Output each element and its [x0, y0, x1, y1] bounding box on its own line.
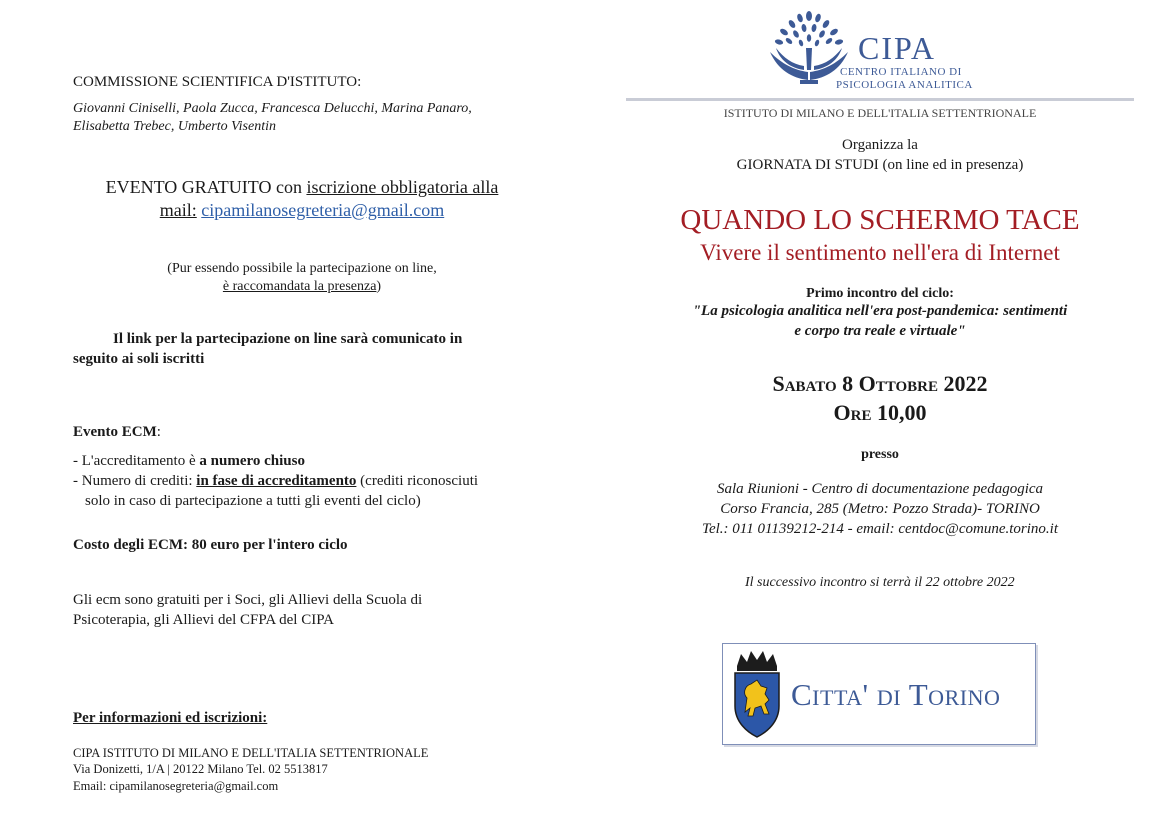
cycle-title: "La psicologia analitica nell'era post-pandemica: sentimenti e corpo tra reale e virtuale"	[692, 303, 1068, 339]
event-datetime	[626, 370, 1134, 427]
cipa-logo-subtitle: CENTRO ITALIANO DI PSICOLOGIA ANALITICA	[836, 66, 973, 91]
free-ecm-note: Gli ecm sono gratuiti per i Soci, gli Allievi della Scuola di Psicoterapia, gli Allievi del CFPA del CIPA	[73, 592, 423, 628]
header-divider	[626, 98, 1134, 101]
contact-email: Email: cipamilanosegreteria@gmail.com	[73, 778, 279, 793]
ecm-details: - L'accreditamento è a numero chiuso - Numero di crediti: in fase di accreditamento (crediti riconosciuti solo in caso di partecipazione a tutti gli eventi del ciclo)	[73, 452, 543, 511]
ecm-heading: Evento ECM:	[73, 424, 161, 440]
torino-logo-text: Citta' di Torino	[791, 677, 1001, 712]
event-title: QUANDO LO SCHERMO TACE	[680, 204, 1080, 236]
registration-email-link[interactable]: cipamilanosegreteria@gmail.com	[201, 199, 445, 220]
ecm-cost: Costo degli ECM: 80 euro per l'intero ciclo	[73, 537, 348, 553]
online-link-note: Il link per la partecipazione on line sarà comunicato in seguito ai soli iscritti	[73, 331, 463, 367]
torino-crest-icon	[731, 648, 783, 740]
citta-di-torino-logo	[722, 643, 1036, 745]
committee-members	[73, 100, 472, 137]
contact-info: CIPA ISTITUTO DI MILANO E DELL'ITALIA SETTENTRIONALE Via Donizetti, 1/A | 20122 Milano Tel. 02 5513817 Email: cipamilanosegreteria@gmail.com	[73, 746, 429, 793]
venue-details: Sala Riunioni - Centro di documentazione pedagogica Corso Francia, 285 (Metro: Pozzo Strada)- TORINO Tel.: 011 01139212-214 - email: centdoc@comune.torino.it	[702, 481, 1058, 537]
committee-members-line: Elisabetta Trebec, Umberto Visentin	[73, 119, 276, 135]
committee-members-line: Giovanni Ciniselli, Paola Zucca, Francesca Delucchi, Marina Panaro,	[73, 101, 472, 116]
presence-note: (Pur essendo possibile la partecipazione on line, è raccomandata la presenza)	[167, 261, 437, 295]
institute-name: ISTITUTO DI MILANO E DELL'ITALIA SETTENTRIONALE	[723, 106, 1037, 120]
cycle-intro: Primo incontro del ciclo:	[806, 286, 954, 301]
organizes-block: Organizza la GIORNATA DI STUDI (on line ed in presenza)	[736, 137, 1024, 173]
event-date: Sabato 8 Ottobre 2022	[772, 371, 988, 396]
ecm-item: - Numero di crediti: in fase di accreditamento (crediti riconosciuti	[73, 472, 479, 489]
ecm-item: - L'accreditamento è a numero chiuso	[73, 453, 305, 469]
event-free-notice: EVENTO GRATUITO con iscrizione obbligatoria alla mail: cipamilanosegreteria@gmail.com	[105, 177, 499, 220]
event-time: Ore 10,00	[833, 399, 927, 425]
committee-heading: COMMISSIONE SCIENTIFICA D'ISTITUTO:	[73, 74, 362, 90]
venue-intro: presso	[861, 447, 899, 462]
cipa-logo-name: CIPA	[858, 30, 936, 66]
next-meeting-note: Il successivo incontro si terrà il 22 ottobre 2022	[745, 575, 1015, 590]
event-subtitle: Vivere il sentimento nell'era di Internet	[700, 240, 1060, 265]
info-heading: Per informazioni ed iscrizioni:	[73, 710, 268, 726]
